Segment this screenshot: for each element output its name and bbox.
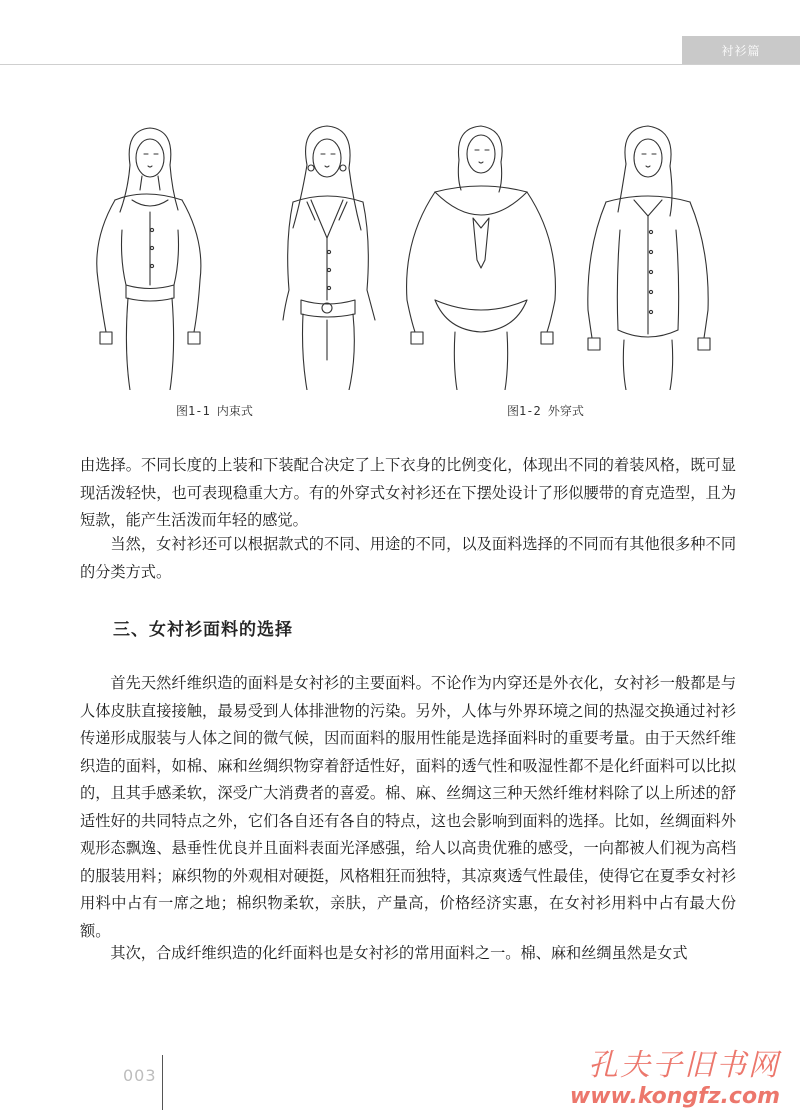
sketch-woman-4: [588, 126, 710, 390]
section-tab: 衬衫篇: [682, 36, 800, 64]
page-number: 003: [123, 1066, 157, 1085]
body-paragraph: 首先天然纤维织造的面料是女衬衫的主要面料。不论作为内穿还是外衣化，女衬衫一般都是与人体皮肤直接接触，最易受到人体排泄物的污染。另外，人体与外界环境之间的热湿交换通过衬衫传递形成服装与人体之间的微气候，因而面料的服用性能是选择面料时的重要考量。由于天然纤维织造的面料，如棉、麻和丝绸织物穿着舒适性好，面料的透气性和吸湿性都不是化纤面料可以比拟的，且其手感柔软，深受广大消费者的喜爱。棉、麻、丝绸这三种天然纤维材料除了以上所述的舒适性好的共同特点之外，它们各自还有各自的特点，这也会影响到面料的选择。比如，丝绸面料外观形态飘逸、悬垂性优良并且面料表面光泽感强，给人以高贵优雅的感受，一向都被人们视为高档的服装用料；麻织物的外观相对硬挺，风格粗狂而独特，其凉爽透气性最佳，使得它在夏季女衬衫用料中占有一席之地；棉织物柔软，亲肤，产量高，价格经济实惠，在女衬衫用料中占有最大份额。: [80, 674, 736, 940]
sketch-woman-1: [97, 128, 201, 390]
sketch-woman-2: [283, 126, 375, 390]
watermark: [570, 1040, 780, 1109]
section-heading: 三、女衬衫面料的选择: [113, 620, 293, 640]
figure-caption-2: 图1-2 外穿式: [507, 404, 584, 418]
figure-caption-1: 图1-1 内束式: [176, 404, 253, 418]
footer-rule: [162, 1055, 163, 1110]
body-paragraph: 当然，女衬衫还可以根据款式的不同、用途的不同，以及面料选择的不同而有其他很多种不同的分类方式。: [80, 535, 736, 581]
sketch-woman-3: [407, 126, 556, 390]
body-paragraph: 由选择。不同长度的上装和下装配合决定了上下衣身的比例变化，体现出不同的着装风格，既可显现活泼轻快，也可表现稳重大方。有的外穿式女衬衫还在下摆处设计了形似腰带的育克造型，且为短款，能产生活泼而年轻的感觉。: [80, 456, 736, 529]
watermark-url: www.kongfz.com: [569, 1084, 780, 1109]
watermark-text: 孔夫子旧书网: [588, 1048, 780, 1083]
figure-tucked-blouse-sketch: [70, 120, 410, 390]
figure-outer-blouse-sketch: [395, 120, 735, 390]
body-paragraph: 其次，合成纤维织造的化纤面料也是女衬衫的常用面料之一。棉、麻和丝绸虽然是女式: [110, 944, 688, 962]
header-rule: [0, 64, 800, 65]
